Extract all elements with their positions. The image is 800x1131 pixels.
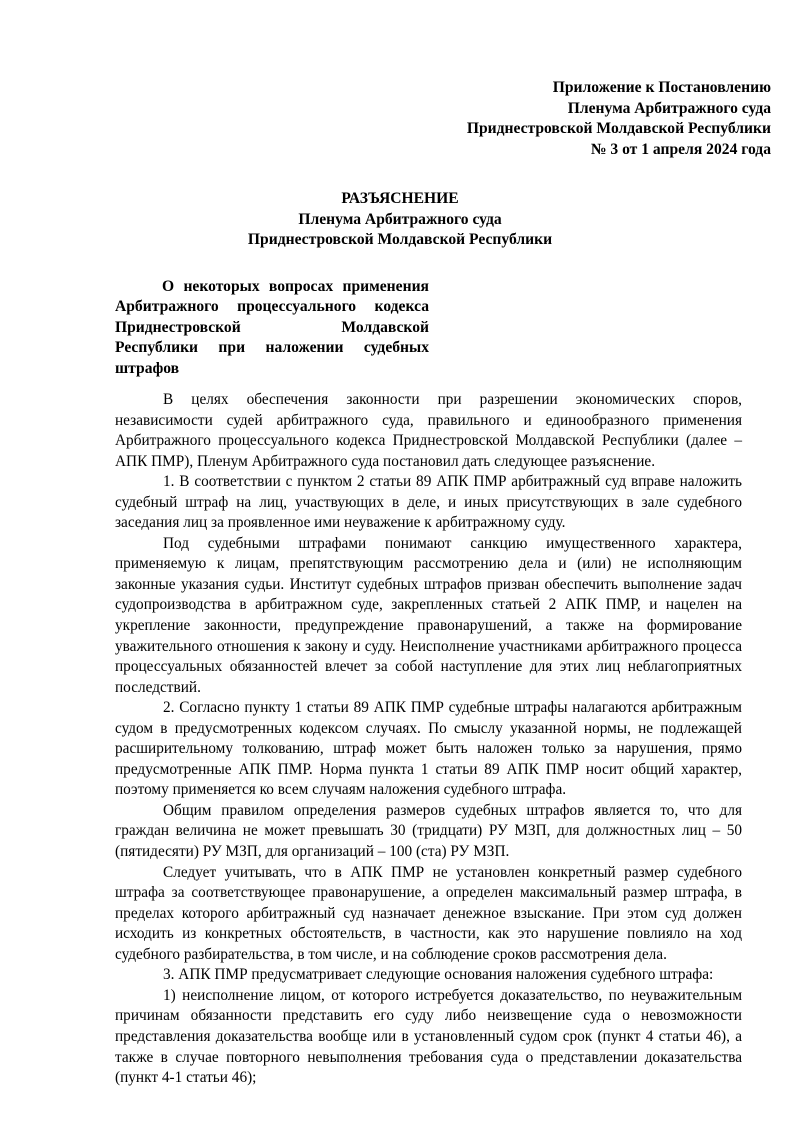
title-line: Приднестровской Молдавской Республики [247, 231, 553, 248]
body-paragraph: 1. В соответствии с пунктом 2 статьи 89 АПК ПМР арбитражный суд вправе наложить судебный штраф на лиц, участвующих в деле, и иных присутствующих в зале судебного заседания лиц за проявленное ими неуважение к арбитражному суду. [115, 473, 742, 532]
appendix-line: Приложение к Постановлению [552, 79, 771, 96]
body-paragraph: Под судебными штрафами понимают санкцию имущественного характера, применяемую к лицам, препятствующим рассмотрению дела и (или) не исполняющим законные указания судьи. Институт судебных штрафов призван обеспечить выполнение задач судопроизводства в арбитражном суде, закрепленных статьей 2 АПК ПМР, и нацелен на укрепление законности, предупреждение правонарушений, а также на формирование уважительного отношения к закону и суду. Неисполнение участниками арбитражного процесса процессуальных обязанностей влечет за собой наступление для этих лиц неблагоприятных последствий. [115, 534, 742, 696]
body-paragraph: 2. Согласно пункту 1 статьи 89 АПК ПМР судебные штрафы налагаются арбитражным судом в предусмотренных кодексом случаях. По смыслу указанной нормы, не подлежащей расширительному толкованию, штраф может быть наложен только за нарушения, прямо предусмотренные АПК ПМР. Норма пункта 1 статьи 89 АПК ПМР носит общий характер, поэтому применяется ко всем случаям наложения судебного штрафа. [115, 699, 742, 799]
document-subject [115, 277, 429, 379]
subject-line: Арбитражного процессуального кодекса [115, 298, 429, 316]
document-title [0, 189, 800, 251]
body-paragraph: В целях обеспечения законности при разрешении экономических споров, независимости судей арбитражного суда, правильного и единообразного применения Арбитражного процессуального кодекса Приднестровской Молдавской Республики (далее – АПК ПМР), Пленум Арбитражного суда постановил дать следующее разъяснение. [115, 391, 742, 470]
subject-line: Приднестровской Молдавской [115, 318, 429, 336]
appendix-header [467, 78, 771, 160]
appendix-line: Пленума Арбитражного суда [567, 99, 771, 117]
body-paragraph: Общим правилом определения размеров судебных штрафов является то, что для граждан величина не может превышать 30 (тридцати) РУ МЗП, для должностных лиц – 50 (пятидесяти) РУ МЗП, для организаций – 100 (ста) РУ МЗП. [115, 801, 742, 861]
subject-line: штрафов [115, 359, 180, 377]
title-heading: РАЗЪЯСНЕНИЕ [341, 190, 459, 207]
body-paragraph: 3. АПК ПМР предусматривает следующие основания наложения судебного штрафа: [163, 966, 714, 984]
subject-line: О некоторых вопросах применения [162, 278, 429, 295]
document-body [115, 390, 742, 1089]
appendix-line: Приднестровской Молдавской Республики [466, 120, 771, 137]
body-paragraph: Следует учитывать, что в АПК ПМР не установлен конкретный размер судебного штрафа за соответствующее правонарушение, а определен максимальный размер штрафа, в пределах которого арбитражный суд назначает денежное взыскание. При этом суд должен исходить из конкретных обстоятельств, в частности, как это нарушение повлияло на ход судебного разбирательства, в том числе, и на соблюдение сроков рассмотрения дела. [115, 863, 742, 963]
subject-line: Республики при наложении судебных [115, 339, 429, 357]
appendix-line: № 3 от 1 апреля 2024 года [590, 140, 771, 158]
title-line: Пленума Арбитражного суда [298, 210, 502, 228]
body-paragraph: 1) неисполнение лицом, от которого истребуется доказательство, по неуважительным причинам обязанности представить его суду либо неизвещение суда о невозможности представления доказательства вообще или в установленный судом срок (пункт 4 статьи 46), а также в случае повторного невыполнения требования суда о представлении доказательства (пункт 4-1 статьи 46); [115, 986, 742, 1087]
